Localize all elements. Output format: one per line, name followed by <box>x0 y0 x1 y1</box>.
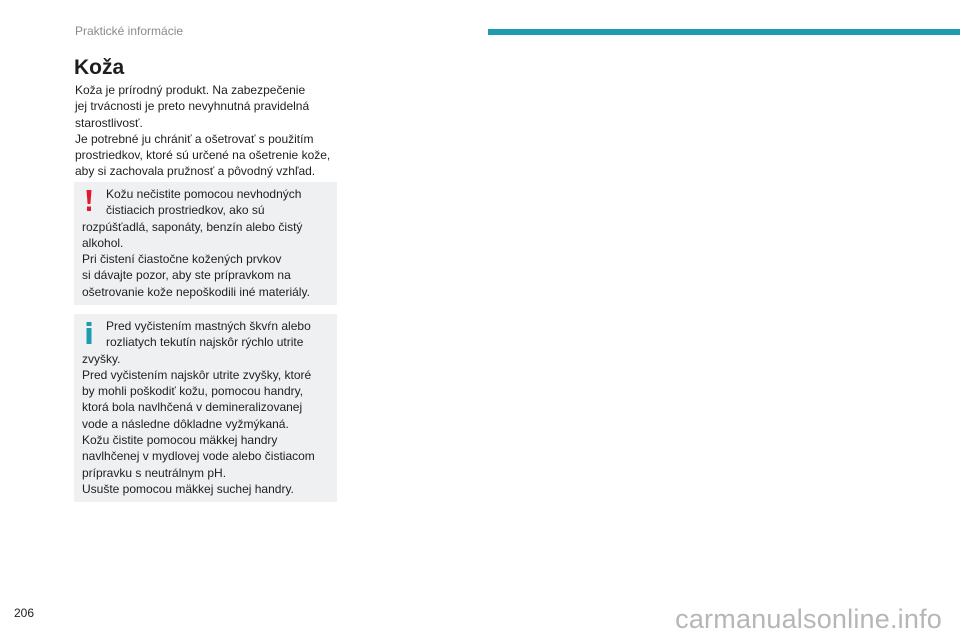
warning-note-body: rozpúšťadlá, saponáty, benzín alebo čistý alkohol. Pri čistení čiastočne kožených prvkov si dávajte pozor, aby ste prípravkom na ošetrovanie kože nepoškodili iné materiály. <box>82 219 310 299</box>
watermark: carmanualsonline.info <box>675 604 942 634</box>
header-accent-bar <box>488 29 960 35</box>
info-note-body: zvyšky. Pred vyčistením najskôr utrite zvyšky, ktoré by mohli poškodiť kožu, pomocou handry, ktorá bola navlhčená v demineralizovanej vode a následne dôkladne vyžmýkaná. Kožu čistite pomocou mäkkej handry navlhčenej v mydlovej vode alebo čistiacom prípravku s neutrálnym pH. Usušte pomocou mäkkej suchej handry. <box>82 351 315 496</box>
info-note <box>74 314 337 502</box>
warning-note <box>74 182 337 305</box>
section-header: Praktické informácie <box>75 24 184 38</box>
info-i-icon <box>82 322 96 344</box>
warning-note-lead: Kožu nečistite pomocou nevhodných čistiacich prostriedkov, ako sú <box>106 187 302 218</box>
page-title: Koža <box>74 56 125 79</box>
intro-paragraph: Koža je prírodný produkt. Na zabezpečenie jej trvácnosti je preto nevyhnutná pravidelná starostlivosť. Je potrebné ju chrániť a ošetrovať s použitím prostriedkov, ktoré sú určené na ošetrenie kože, aby si zachovala pružnosť a pôvodný vzhľad. <box>75 83 331 179</box>
info-note-lead: Pred vyčistením mastných škvŕn alebo rozliatych tekutín najskôr rýchlo utrite <box>106 319 311 350</box>
warning-exclamation-icon <box>82 190 96 212</box>
page-number: 206 <box>14 606 35 620</box>
